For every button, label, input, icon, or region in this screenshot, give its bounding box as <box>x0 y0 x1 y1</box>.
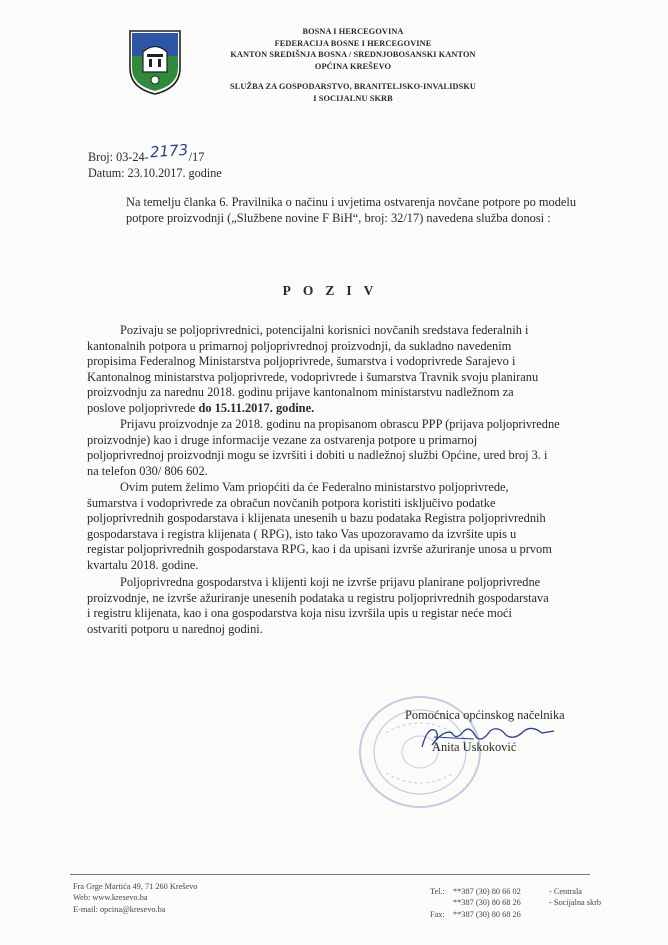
header-federation: FEDERACIJA BOSNE I HERCEGOVINE <box>274 38 432 48</box>
header-country: BOSNA I HERCEGOVINA <box>302 27 404 36</box>
paragraph-line: proizvodnje, ne izvrše ažuriranje unesenih podataka u registru poljoprivrednih gospodarstava <box>87 590 549 605</box>
paragraph-line: proizvodnju za narednu 2018. godinu prijave kantonalnom ministarstvu nadležnom za <box>87 385 514 400</box>
letterhead <box>188 26 518 105</box>
deadline-date: do 15.11.2017. godine. <box>198 400 315 415</box>
header-municipality: OPĆINA KREŠEVO <box>314 61 392 71</box>
document-title: POZIV <box>282 283 386 298</box>
footer-email: E-mail: opcina@kresevo.ba <box>73 904 166 914</box>
paragraph-call <box>87 323 595 417</box>
reference-date: Datum: 23.10.2017. godine <box>88 166 222 180</box>
paragraph-line: poljoprivrednoj proizvodnji mogu se izvršiti i dobiti u nadležnoj službi Općine, ured broj 3. i <box>87 448 548 463</box>
reference-block <box>88 140 222 181</box>
paragraph-line: ostvariti potporu u narednoj godini. <box>87 621 263 636</box>
paragraph-line: kvartalu 2018. godine. <box>87 557 199 572</box>
paragraph-line: šumarstva i vodoprivrede za obračun novčanih potpora koristiti isključivo podatke <box>87 495 496 510</box>
paragraph-line: Poljoprivredna gospodarstva i klijenti koji ne izvrše prijavu planirane poljoprivredne <box>120 575 541 589</box>
paragraph-line: Pozivaju se poljoprivrednici, potencijalni korisnici novčanih sredstava federalnih i <box>120 323 529 337</box>
header-service-line-2: I SOCIJALNU SKRB <box>313 93 393 103</box>
paragraph-consequences <box>87 575 595 637</box>
footer-web: Web: www.kresevo.ba <box>73 893 148 903</box>
footer-street: Fra Grge Martića 49, 71 260 Kreševo <box>73 882 198 891</box>
paragraph-line: Kantonalnog ministarstva poljoprivrede, vodoprivrede i šumarstva Travnik svoju planiranu <box>87 369 539 384</box>
paragraph-line: gospodarstava i registra klijenata ( RPG), isto tako Vas upozoravamo da izvršite upis u <box>87 526 517 541</box>
intro-line: potpore proizvodnji („Službene novine F BiH“, broj: 32/17) navedena služba donosi : <box>126 211 551 226</box>
intro-line: Na temelju članka 6. Pravilnika o načinu i uvjetima ostvarenja novčane potpore po modelu <box>126 195 577 209</box>
municipality-coat-of-arms <box>127 28 183 96</box>
paragraph-line: na telefon 030/ 806 602. <box>87 463 208 478</box>
footer-address <box>73 881 198 915</box>
footer-contacts <box>430 886 601 920</box>
paragraph-registration <box>87 417 595 479</box>
signatory-title: Pomoćnica općinskog načelnika <box>405 708 565 722</box>
legal-basis-intro <box>126 194 604 227</box>
paragraph-line: poljoprivrednih gospodarstava i klijenata unesenih u bazu podataka Registra poljoprivrednih <box>87 511 546 526</box>
footer-divider <box>70 874 590 875</box>
handwritten-number: 2173 <box>149 140 189 162</box>
signatory-name: Anita Uskoković <box>432 740 517 754</box>
paragraph-line: kantonalnih potpora u primarnoj poljoprivrednoj proizvodnji, da sukladno navedenim <box>87 338 512 353</box>
paragraph-line: i registru klijenata, kao i ona gospodarstva koja nisu izvršila upis u registar neće moći <box>87 606 512 621</box>
contact-row: Tel.: **387 (30) 80 66 02 - Centrala <box>430 887 582 896</box>
header-service-line-1: SLUŽBA ZA GOSPODARSTVO, BRANITELJSKO-INVALIDSKU <box>230 82 476 92</box>
contact-row: **387 (30) 80 68 26 - Socijalna skrb <box>453 898 602 908</box>
paragraph-line: Ovim putem želimo Vam priopćiti da će Federalno ministarstvo poljoprivrede, <box>120 480 509 494</box>
paragraph-line: proizvodnje) kao i druge informacije vezane za ostvarenja potpore u primarnoj <box>87 432 478 447</box>
header-canton: KANTON SREDIŠNJA BOSNA / SREDNJOBOSANSKI KANTON <box>230 50 476 60</box>
contact-row: Fax: **387 (30) 80 68 26 <box>430 909 521 919</box>
paragraph-line: Prijavu proizvodnje za 2018. godinu na propisanom obrascu PPP (prijava poljoprivredne <box>120 417 560 431</box>
reference-number: Broj: 03-24-2173/17 <box>88 140 205 164</box>
paragraph-line: propisima Federalnog Ministarstva poljoprivrede, šumarstva i vodoprivrede Sarajevo i <box>87 354 516 369</box>
paragraph-line: poslove poljoprivrede do 15.11.2017. godine. <box>87 400 315 415</box>
paragraph-line: registar poljoprivrednih gospodarstava RPG, kao i da upisani izvrše ažuriranje unosa u prvom <box>87 542 552 557</box>
paragraph-rpg-notice <box>87 480 595 574</box>
